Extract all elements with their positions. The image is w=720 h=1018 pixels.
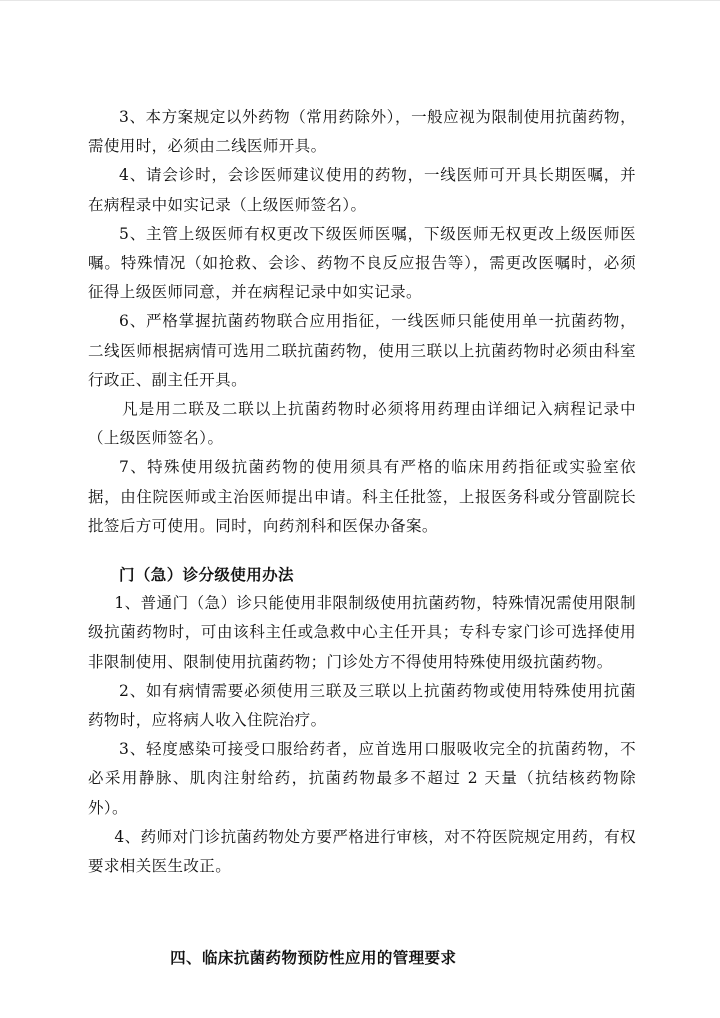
paragraph-rule-4: 4、请会诊时，会诊医师建议使用的药物，一线医师可开具长期医嘱，并在病程录中如实记录（上级医师签名）。 [88,166,636,214]
document-body [88,103,636,972]
paragraph-combination-note: 凡是用二联及二联以上抗菌药物时必须将用药理由详细记入病程记录中（上级医师签名）。 [88,400,636,448]
paragraph-outpatient-4: 4、药师对门诊抗菌药物处方要严格进行审核，对不符医院规定用药，有权要求相关医生改正。 [88,827,636,876]
subheading-outpatient: 门（急）诊分级使用办法 [119,565,294,585]
paragraph-rule-6: 6、严格掌握抗菌药物联合应用指征，一线医师只能使用单一抗菌药物，二线医师根据病情可选用二联抗菌药物，使用三联以上抗菌药物时必须由科室行政正、副主任开具。 [88,312,636,389]
paragraph-outpatient-3: 3、轻度感染可接受口服给药者，应首选用口服吸收完全的抗菌药物，不必采用静脉、肌肉注射给药，抗菌药物最多不超过 2 天量（抗结核药物除外）。 [88,740,636,817]
paragraph-rule-7: 7、特殊使用级抗菌药物的使用须具有严格的临床用药指征或实验室依据，由住院医师或主治医师提出申请。科主任批签，上报医务科或分管副院长批签后方可使用。同时，向药剂科和医保办备案。 [88,458,636,535]
paragraph-outpatient-2: 2、如有病情需要必须使用三联及三联以上抗菌药物或使用特殊使用抗菌药物时，应将病人收入住院治疗。 [88,681,636,730]
top-border [0,0,720,1]
section-heading-4: 四、临床抗菌药物预防性应用的管理要求 [170,948,457,968]
paragraph-rule-5: 5、主管上级医师有权更改下级医师医嘱，下级医师无权更改上级医师医嘱。特殊情况（如抢救、会诊、药物不良反应报告等），需更改医嘱时，必须征得上级医师同意，并在病程记录中如实记录。 [88,224,636,302]
paragraph-outpatient-1: 1、普通门（急）诊只能使用非限制级使用抗菌药物，特殊情况需使用限制级抗菌药物时，可由该科主任或急救中心主任开具；专科专家门诊可选择使用非限制使用、限制使用抗菌药物；门诊处方不得使用特殊使用级抗菌药物。 [88,594,636,671]
paragraph-rule-3: 3、本方案规定以外药物（常用药除外），一般应视为限制使用抗菌药物，需使用时，必须由二线医师开具。 [88,108,636,156]
